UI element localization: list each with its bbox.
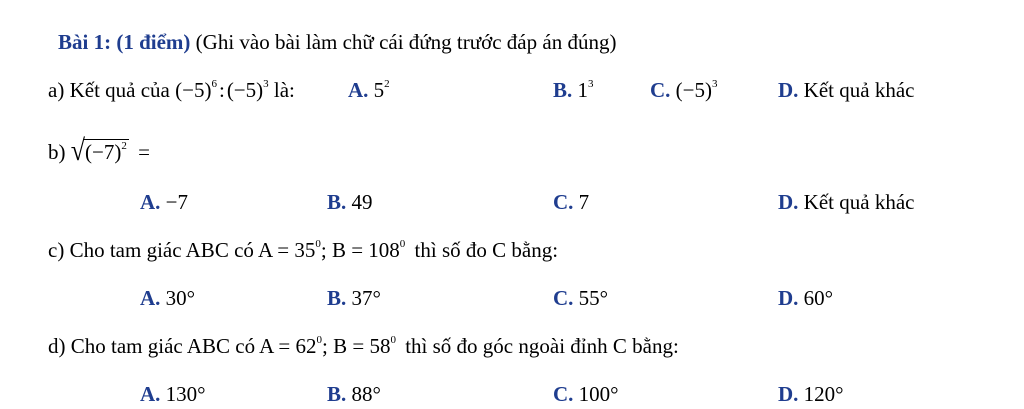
math-exponent: 3 xyxy=(712,78,718,90)
question-a xyxy=(48,80,295,101)
answer-value: 7 xyxy=(578,190,590,214)
question-c xyxy=(48,240,558,261)
answer-d-C[interactable] xyxy=(553,384,619,405)
answer-c-B[interactable] xyxy=(327,288,381,309)
answer-letter: B. xyxy=(327,190,347,214)
condition-b xyxy=(322,334,396,358)
answer-a-D[interactable] xyxy=(778,80,914,101)
answer-letter: D. xyxy=(778,78,799,102)
condition-b-text: ; B = 108 xyxy=(320,238,400,262)
math-expression xyxy=(175,78,274,102)
answer-letter: C. xyxy=(553,190,574,214)
answer-value: 1 xyxy=(577,78,589,102)
degree-mark: 0 xyxy=(316,334,323,346)
question-text: thì số đo góc ngoài đỉnh C bằng: xyxy=(405,334,679,358)
answer-value: Kết quả khác xyxy=(803,78,915,102)
condition-a xyxy=(259,334,322,358)
answer-d-A[interactable] xyxy=(140,384,206,405)
math-base: (−5) xyxy=(226,78,264,102)
question-text: Cho tam giác ABC có xyxy=(70,334,256,358)
answer-value: 60° xyxy=(803,286,834,310)
degree-mark: 0 xyxy=(390,334,396,346)
question-suffix: là: xyxy=(273,78,295,102)
answer-b-D[interactable] xyxy=(778,192,914,213)
question-label: a) xyxy=(48,78,65,102)
sqrt-expression xyxy=(70,133,129,168)
answer-letter: A. xyxy=(140,190,161,214)
answer-letter: A. xyxy=(140,286,161,310)
answer-value: 55° xyxy=(578,286,609,310)
answer-value: 49 xyxy=(351,190,373,214)
answer-value: 88° xyxy=(351,382,381,406)
answer-value: 37° xyxy=(351,286,381,310)
math-equals: = xyxy=(138,140,150,164)
question-d xyxy=(48,336,679,357)
answer-value: 120° xyxy=(803,382,844,406)
answer-letter: D. xyxy=(778,190,799,214)
math-exponent: 3 xyxy=(263,78,269,90)
condition-b-text: ; B = 58 xyxy=(322,334,391,358)
answer-value: (−5) xyxy=(675,78,713,102)
answer-c-A[interactable] xyxy=(140,288,195,309)
answer-value: 130° xyxy=(165,382,206,406)
math-exponent: 2 xyxy=(384,78,390,90)
question-b xyxy=(48,133,150,168)
answer-value: 30° xyxy=(165,286,196,310)
math-exponent: 3 xyxy=(588,78,594,90)
answer-a-C[interactable] xyxy=(650,80,718,101)
answer-b-C[interactable] xyxy=(553,192,589,213)
condition-a-text: A = 62 xyxy=(259,334,317,358)
exercise-header xyxy=(58,32,616,53)
answer-letter: C. xyxy=(650,78,671,102)
condition-a xyxy=(258,238,321,262)
answer-letter: A. xyxy=(348,78,369,102)
condition-a-text: A = 35 xyxy=(258,238,316,262)
math-base: (−5) xyxy=(175,78,212,102)
question-label: d) xyxy=(48,334,66,358)
answer-letter: C. xyxy=(553,286,574,310)
question-label: c) xyxy=(48,238,65,262)
sqrt-icon: √ xyxy=(70,133,86,168)
math-exponent: 6 xyxy=(211,78,217,90)
answer-b-B[interactable] xyxy=(327,192,373,213)
answer-a-A[interactable] xyxy=(348,80,390,101)
answer-c-D[interactable] xyxy=(778,288,833,309)
question-text: thì số đo C bằng: xyxy=(414,238,559,262)
answer-value: 5 xyxy=(373,78,385,102)
answer-letter: B. xyxy=(553,78,573,102)
answer-letter: D. xyxy=(778,382,799,406)
condition-b xyxy=(321,238,405,262)
exercise-instruction: (Ghi vào bài làm chữ cái đứng trước đáp án đúng) xyxy=(195,30,617,54)
math-colon: : xyxy=(218,78,225,102)
answer-letter: B. xyxy=(327,286,347,310)
answer-b-A[interactable] xyxy=(140,192,188,213)
math-radicand: (−7) xyxy=(85,140,122,164)
answer-letter: B. xyxy=(327,382,347,406)
math-exponent: 2 xyxy=(121,140,127,152)
exercise-title: Bài 1: (1 điểm) xyxy=(58,30,191,54)
answer-d-B[interactable] xyxy=(327,384,381,405)
answer-value: 100° xyxy=(578,382,619,406)
answer-d-D[interactable] xyxy=(778,384,844,405)
answer-letter: A. xyxy=(140,382,161,406)
question-text: Kết quả của xyxy=(69,78,170,102)
degree-mark: 0 xyxy=(315,238,321,250)
degree-mark: 0 xyxy=(399,238,406,250)
answer-letter: D. xyxy=(778,286,799,310)
answer-c-C[interactable] xyxy=(553,288,608,309)
question-label: b) xyxy=(48,140,66,164)
answer-value: Kết quả khác xyxy=(803,190,915,214)
question-text: Cho tam giác ABC có xyxy=(69,238,254,262)
answer-a-B[interactable] xyxy=(553,80,594,101)
answer-value: −7 xyxy=(165,190,189,214)
answer-letter: C. xyxy=(553,382,574,406)
